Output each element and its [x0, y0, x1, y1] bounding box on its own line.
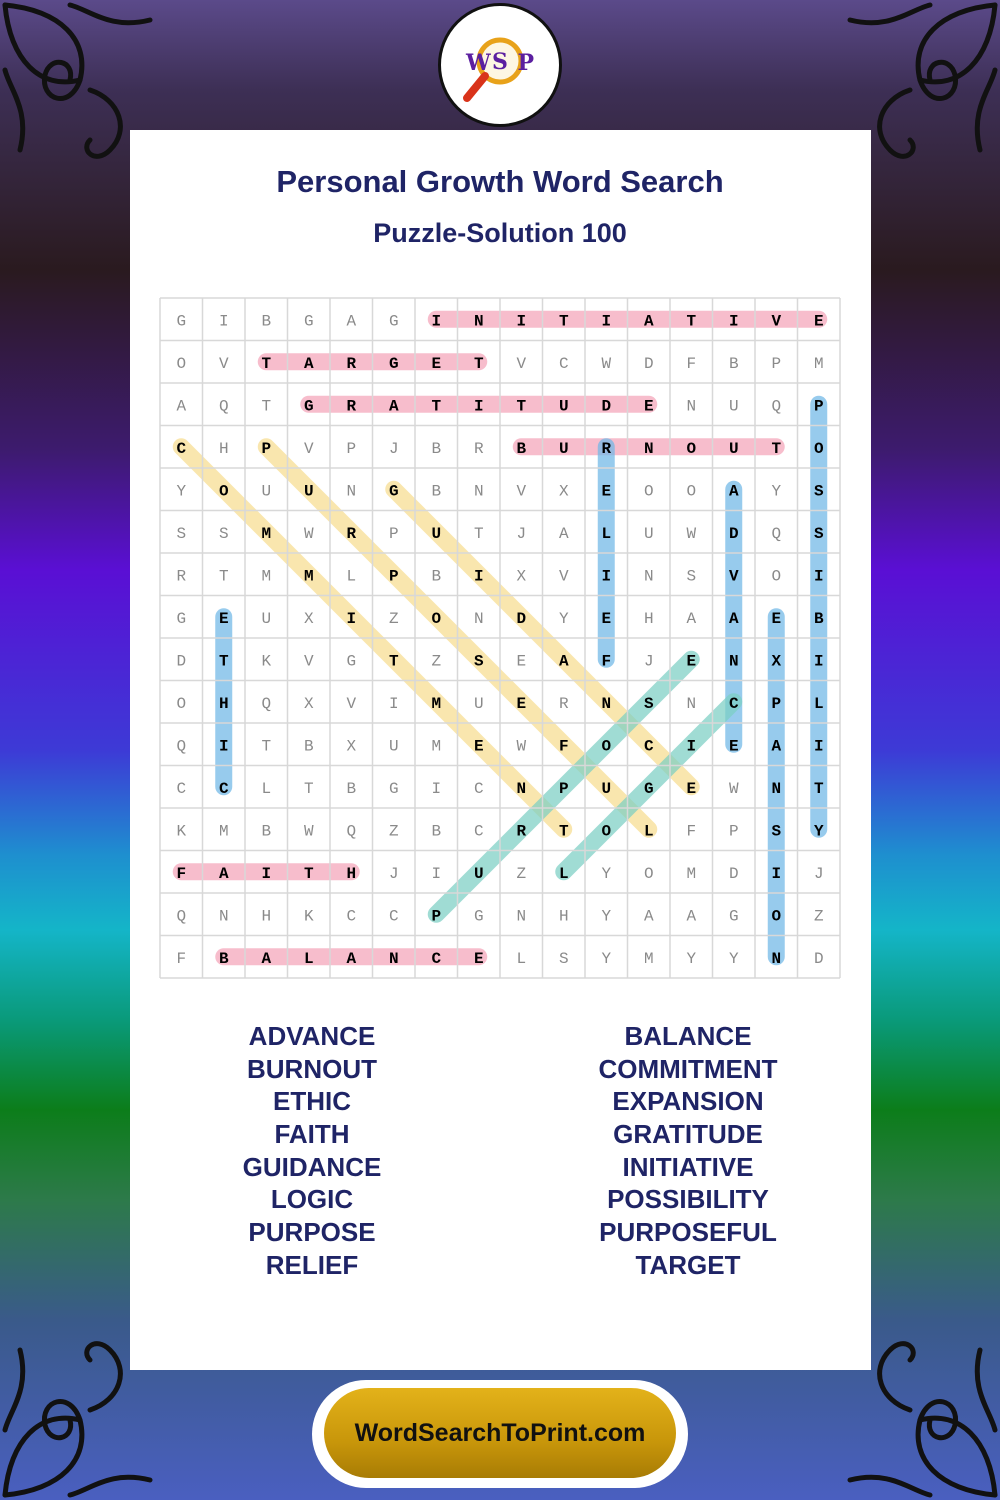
grid-cell-letter[interactable]: P: [388, 567, 399, 586]
grid-cell-letter[interactable]: O: [686, 482, 697, 501]
grid-cell-letter[interactable]: V: [218, 354, 229, 373]
grid-cell-letter[interactable]: A: [728, 609, 739, 628]
grid-cell-letter[interactable]: V: [558, 567, 569, 586]
grid-cell-letter[interactable]: Q: [218, 397, 229, 416]
grid-cell-letter[interactable]: E: [771, 609, 782, 628]
grid-cell-letter[interactable]: L: [516, 949, 527, 968]
grid-cell-letter[interactable]: V: [516, 354, 527, 373]
grid-cell-letter[interactable]: N: [643, 567, 654, 586]
grid-cell-letter[interactable]: U: [728, 397, 739, 416]
grid-cell-letter[interactable]: L: [261, 779, 272, 798]
grid-cell-letter[interactable]: C: [176, 439, 187, 458]
grid-cell-letter[interactable]: O: [771, 567, 782, 586]
grid-cell-letter[interactable]: F: [176, 949, 187, 968]
word-list-item: RELIEF: [265, 1249, 359, 1280]
grid-cell-letter[interactable]: G: [346, 652, 357, 671]
grid-cell-letter[interactable]: V: [303, 652, 314, 671]
grid-cell-letter[interactable]: T: [813, 779, 824, 798]
grid-cell-letter[interactable]: M: [303, 567, 314, 586]
grid-cell-letter[interactable]: E: [431, 354, 442, 373]
grid-cell-letter[interactable]: E: [728, 737, 739, 756]
grid-cell-letter[interactable]: I: [431, 864, 442, 883]
grid-cell-letter[interactable]: P: [261, 439, 272, 458]
grid-cell-letter[interactable]: I: [431, 779, 442, 798]
grid-cell-letter[interactable]: D: [728, 864, 739, 883]
grid-cell-letter[interactable]: B: [431, 482, 442, 501]
grid-cell-letter[interactable]: C: [176, 779, 187, 798]
grid-cell-letter[interactable]: N: [728, 652, 739, 671]
grid-cell-letter[interactable]: I: [218, 312, 229, 331]
grid-cell-letter[interactable]: P: [771, 354, 782, 373]
word-list-item: GRATITUDE: [613, 1119, 763, 1150]
grid-cell-letter[interactable]: T: [261, 354, 272, 373]
grid-cell-letter[interactable]: P: [388, 524, 399, 543]
grid-cell-letter[interactable]: Y: [176, 482, 187, 501]
grid-cell-letter[interactable]: S: [813, 524, 824, 543]
grid-cell-letter[interactable]: G: [388, 354, 399, 373]
grid-cell-letter[interactable]: I: [813, 652, 824, 671]
grid-cell-letter[interactable]: N: [346, 482, 357, 501]
grid-cell-letter[interactable]: I: [813, 567, 824, 586]
grid-cell-letter[interactable]: R: [558, 694, 569, 713]
grid-cell-letter[interactable]: O: [431, 609, 442, 628]
grid-cell-letter[interactable]: A: [303, 354, 314, 373]
word-list-item: INITIATIVE: [622, 1151, 754, 1182]
grid-cell-letter[interactable]: F: [686, 354, 697, 373]
grid-cell-letter[interactable]: E: [813, 312, 824, 331]
grid-cell-letter[interactable]: N: [643, 439, 654, 458]
grid-cell-letter[interactable]: C: [388, 907, 399, 926]
grid-cell-letter[interactable]: M: [813, 354, 824, 373]
grid-cell-letter[interactable]: C: [218, 779, 229, 798]
grid-cell-letter[interactable]: T: [218, 652, 229, 671]
grid-cell-letter[interactable]: U: [601, 779, 612, 798]
grid-cell-letter[interactable]: E: [686, 779, 697, 798]
grid-cell-letter[interactable]: M: [261, 524, 272, 543]
logo-letter-s: S: [492, 49, 508, 75]
grid-cell-letter[interactable]: N: [473, 482, 484, 501]
grid-cell-letter[interactable]: X: [771, 652, 782, 671]
grid-cell-letter[interactable]: Q: [176, 907, 187, 926]
word-list-left: [152, 1020, 472, 1282]
grid-cell-letter[interactable]: A: [388, 397, 399, 416]
grid-cell-letter[interactable]: C: [728, 694, 739, 713]
grid-cell-letter[interactable]: T: [558, 822, 569, 841]
grid-cell-letter[interactable]: F: [601, 652, 612, 671]
grid-cell-letter[interactable]: Z: [388, 609, 399, 628]
grid-cell-letter[interactable]: K: [261, 652, 272, 671]
word-list-item: COMMITMENT: [598, 1053, 778, 1084]
grid-cell-letter[interactable]: I: [516, 312, 527, 331]
grid-cell-letter[interactable]: Y: [728, 949, 739, 968]
grid-cell-letter[interactable]: B: [303, 737, 314, 756]
grid-cell-letter[interactable]: D: [728, 524, 739, 543]
grid-cell-letter[interactable]: O: [643, 482, 654, 501]
logo-letter-w: W: [466, 50, 491, 76]
grid-cell-letter[interactable]: G: [176, 312, 187, 331]
word-list-right: [528, 1020, 848, 1282]
grid-cell-letter[interactable]: P: [558, 779, 569, 798]
grid-cell-letter[interactable]: I: [771, 864, 782, 883]
grid-cell-letter[interactable]: P: [346, 439, 357, 458]
grid-cell-letter[interactable]: G: [473, 907, 484, 926]
page-title: Personal Growth Word Search: [276, 164, 724, 199]
grid-cell-letter[interactable]: Y: [771, 482, 782, 501]
grid-cell-letter[interactable]: H: [558, 907, 569, 926]
page-subtitle: Puzzle-Solution 100: [373, 218, 627, 248]
grid-cell-letter[interactable]: N: [388, 949, 399, 968]
grid-cell-letter[interactable]: U: [431, 524, 442, 543]
grid-cell-letter[interactable]: T: [261, 737, 272, 756]
grid-cell-letter[interactable]: M: [686, 864, 697, 883]
word-list-item: BURNOUT: [247, 1053, 377, 1084]
grid-cell-letter[interactable]: N: [473, 312, 484, 331]
grid-cell-letter[interactable]: F: [686, 822, 697, 841]
grid-cell-letter[interactable]: G: [303, 312, 314, 331]
grid-cell-letter[interactable]: Q: [771, 397, 782, 416]
grid-cell-letter[interactable]: V: [516, 482, 527, 501]
grid-cell-letter[interactable]: W: [686, 524, 697, 543]
grid-cell-letter[interactable]: U: [728, 439, 739, 458]
grid-cell-letter[interactable]: T: [516, 397, 527, 416]
grid-cell-letter[interactable]: O: [218, 482, 229, 501]
grid-cell-letter[interactable]: N: [218, 907, 229, 926]
grid-cell-letter[interactable]: I: [601, 312, 612, 331]
grid-cell-letter[interactable]: A: [643, 907, 654, 926]
grid-cell-letter[interactable]: G: [303, 397, 314, 416]
logo-letter-p: P: [517, 50, 534, 76]
grid-cell-letter[interactable]: J: [643, 652, 654, 671]
grid-cell-letter[interactable]: A: [686, 907, 697, 926]
grid-cell-letter[interactable]: H: [218, 694, 229, 713]
grid-cell-letter[interactable]: C: [431, 949, 442, 968]
grid-cell-letter[interactable]: A: [346, 949, 357, 968]
grid-cell-letter[interactable]: D: [643, 354, 654, 373]
grid-cell-letter[interactable]: S: [813, 482, 824, 501]
grid-cell-letter[interactable]: P: [728, 822, 739, 841]
grid-cell-letter[interactable]: B: [431, 567, 442, 586]
grid-cell-letter[interactable]: R: [346, 524, 357, 543]
grid-cell-letter[interactable]: Y: [686, 949, 697, 968]
word-list-item: ETHIC: [273, 1086, 351, 1117]
grid-cell-letter[interactable]: E: [686, 652, 697, 671]
grid-cell-letter[interactable]: U: [261, 482, 272, 501]
grid-cell-letter[interactable]: O: [771, 907, 782, 926]
grid-cell-letter[interactable]: I: [346, 609, 357, 628]
grid-cell-letter[interactable]: B: [813, 609, 824, 628]
grid-cell-letter[interactable]: N: [686, 397, 697, 416]
grid-cell-letter[interactable]: J: [388, 864, 399, 883]
grid-cell-letter[interactable]: A: [558, 524, 569, 543]
grid-cell-letter[interactable]: S: [643, 694, 654, 713]
grid-cell-letter[interactable]: M: [643, 949, 654, 968]
grid-cell-letter[interactable]: O: [643, 864, 654, 883]
word-list-item: PURPOSE: [248, 1217, 376, 1248]
grid-cell-letter[interactable]: X: [558, 482, 569, 501]
grid-cell-letter[interactable]: U: [261, 609, 272, 628]
grid-cell-letter[interactable]: X: [516, 567, 527, 586]
grid-cell-letter[interactable]: U: [473, 864, 484, 883]
grid-cell-letter[interactable]: T: [218, 567, 229, 586]
grid-cell-letter[interactable]: D: [601, 397, 612, 416]
grid-cell-letter[interactable]: T: [473, 354, 484, 373]
grid-cell-letter[interactable]: A: [558, 652, 569, 671]
grid-cell-letter[interactable]: T: [686, 312, 697, 331]
website-link[interactable]: WordSearchToPrint.com: [324, 1388, 676, 1478]
grid-cell-letter[interactable]: G: [388, 482, 399, 501]
grid-cell-letter[interactable]: T: [771, 439, 782, 458]
word-list-item: PURPOSEFUL: [599, 1217, 777, 1248]
grid-cell-letter[interactable]: M: [431, 737, 442, 756]
grid-cell-letter[interactable]: Q: [261, 694, 272, 713]
grid-cell-letter[interactable]: R: [346, 354, 357, 373]
grid-cell-letter[interactable]: F: [176, 864, 187, 883]
grid-cell-letter[interactable]: O: [601, 822, 612, 841]
grid-cell-letter[interactable]: E: [601, 482, 612, 501]
grid-cell-letter[interactable]: I: [473, 567, 484, 586]
grid-cell-letter[interactable]: O: [686, 439, 697, 458]
grid-cell-letter[interactable]: N: [686, 694, 697, 713]
grid-cell-letter[interactable]: U: [388, 737, 399, 756]
grid-cell-letter[interactable]: A: [176, 397, 187, 416]
word-list-item: BALANCE: [624, 1021, 752, 1051]
grid-cell-letter[interactable]: V: [303, 439, 314, 458]
grid-cell-letter[interactable]: V: [771, 312, 782, 331]
grid-cell-letter[interactable]: Z: [516, 864, 527, 883]
grid-cell-letter[interactable]: K: [303, 907, 314, 926]
grid-cell-letter[interactable]: T: [388, 652, 399, 671]
word-list-item: TARGET: [635, 1249, 741, 1280]
grid-cell-letter[interactable]: I: [388, 694, 399, 713]
grid-cell-letter[interactable]: E: [473, 949, 484, 968]
grid-cell-letter[interactable]: I: [813, 737, 824, 756]
grid-cell-letter[interactable]: A: [261, 949, 272, 968]
grid-cell-letter[interactable]: C: [346, 907, 357, 926]
word-list-item: FAITH: [274, 1119, 350, 1150]
grid-cell-letter[interactable]: T: [558, 312, 569, 331]
grid-cell-letter[interactable]: E: [516, 652, 527, 671]
grid-cell-letter[interactable]: N: [601, 694, 612, 713]
grid-cell-letter[interactable]: J: [388, 439, 399, 458]
grid-cell-letter[interactable]: R: [601, 439, 612, 458]
grid-cell-letter[interactable]: I: [601, 567, 612, 586]
website-button[interactable]: [312, 1380, 688, 1488]
word-list-item: POSSIBILITY: [607, 1184, 769, 1215]
grid-cell-letter[interactable]: W: [516, 737, 527, 756]
grid-cell-letter[interactable]: W: [303, 524, 314, 543]
grid-cell-letter[interactable]: Y: [601, 949, 612, 968]
grid-cell-letter[interactable]: X: [303, 694, 314, 713]
grid-cell-letter[interactable]: D: [813, 949, 824, 968]
grid-cell-letter[interactable]: G: [728, 907, 739, 926]
grid-cell-letter[interactable]: R: [516, 822, 527, 841]
grid-cell-letter[interactable]: C: [473, 779, 484, 798]
grid-cell-letter[interactable]: E: [218, 609, 229, 628]
grid-cell-letter[interactable]: G: [388, 312, 399, 331]
grid-cell-letter[interactable]: S: [218, 524, 229, 543]
grid-cell-letter[interactable]: J: [516, 524, 527, 543]
grid-cell-letter[interactable]: L: [558, 864, 569, 883]
grid-cell-letter[interactable]: N: [473, 609, 484, 628]
grid-cell-letter[interactable]: A: [686, 609, 697, 628]
grid-cell-letter[interactable]: G: [176, 609, 187, 628]
grid-cell-letter[interactable]: C: [643, 737, 654, 756]
grid-cell-letter[interactable]: L: [813, 694, 824, 713]
grid-cell-letter[interactable]: R: [176, 567, 187, 586]
word-list-item: LOGIC: [270, 1184, 354, 1215]
grid-cell-letter[interactable]: T: [261, 397, 272, 416]
grid-cell-letter[interactable]: L: [601, 524, 612, 543]
grid-cell-letter[interactable]: T: [473, 524, 484, 543]
grid-cell-letter[interactable]: B: [261, 822, 272, 841]
grid-cell-letter[interactable]: O: [601, 737, 612, 756]
grid-cell-letter[interactable]: R: [346, 397, 357, 416]
grid-cell-letter[interactable]: A: [346, 312, 357, 331]
grid-cell-letter[interactable]: G: [388, 779, 399, 798]
grid-cell-letter[interactable]: O: [813, 439, 824, 458]
grid-cell-letter[interactable]: U: [558, 397, 569, 416]
grid-cell-letter[interactable]: B: [431, 822, 442, 841]
grid-cell-letter[interactable]: A: [643, 312, 654, 331]
grid-cell-letter[interactable]: V: [728, 567, 739, 586]
grid-cell-letter[interactable]: U: [558, 439, 569, 458]
grid-cell-letter[interactable]: B: [218, 949, 229, 968]
grid-cell-letter[interactable]: U: [473, 694, 484, 713]
grid-cell-letter[interactable]: U: [303, 482, 314, 501]
grid-cell-letter[interactable]: M: [261, 567, 272, 586]
grid-cell-letter[interactable]: B: [516, 439, 527, 458]
word-list-item: GUIDANCE: [242, 1151, 382, 1182]
grid-cell-letter[interactable]: A: [728, 482, 739, 501]
grid-cell-letter[interactable]: M: [431, 694, 442, 713]
word-list-item: ADVANCE: [248, 1021, 376, 1051]
grid-cell-letter[interactable]: S: [473, 652, 484, 671]
grid-cell-letter[interactable]: I: [728, 312, 739, 331]
grid-cell-letter[interactable]: E: [473, 737, 484, 756]
grid-cell-letter[interactable]: U: [643, 524, 654, 543]
word-list-item: EXPANSION: [612, 1086, 764, 1117]
grid-cell-letter[interactable]: B: [728, 354, 739, 373]
grid-cell-letter[interactable]: S: [686, 567, 697, 586]
grid-cell-letter[interactable]: T: [303, 864, 314, 883]
grid-cell-letter[interactable]: Y: [813, 822, 824, 841]
grid-cell-letter[interactable]: I: [431, 312, 442, 331]
grid-cell-letter[interactable]: R: [473, 439, 484, 458]
grid-cell-letter[interactable]: V: [346, 694, 357, 713]
grid-cell-letter[interactable]: I: [473, 397, 484, 416]
grid-cell-letter[interactable]: S: [176, 524, 187, 543]
grid-cell-letter[interactable]: Z: [388, 822, 399, 841]
grid-cell-letter[interactable]: Q: [346, 822, 357, 841]
grid-cell-letter[interactable]: H: [346, 864, 357, 883]
grid-cell-letter[interactable]: N: [516, 779, 527, 798]
grid-cell-letter[interactable]: E: [643, 397, 654, 416]
grid-cell-letter[interactable]: C: [473, 822, 484, 841]
grid-cell-letter[interactable]: H: [218, 439, 229, 458]
grid-cell-letter[interactable]: G: [643, 779, 654, 798]
grid-cell-letter[interactable]: L: [303, 949, 314, 968]
grid-cell-letter[interactable]: S: [771, 822, 782, 841]
grid-cell-letter[interactable]: T: [303, 779, 314, 798]
grid-cell-letter[interactable]: N: [771, 779, 782, 798]
grid-cell-letter[interactable]: D: [516, 609, 527, 628]
grid-cell-letter[interactable]: L: [346, 567, 357, 586]
grid-cell-letter[interactable]: H: [261, 907, 272, 926]
grid-cell-letter[interactable]: W: [728, 779, 739, 798]
grid-cell-letter[interactable]: C: [558, 354, 569, 373]
grid-cell-letter[interactable]: M: [218, 822, 229, 841]
grid-cell-letter[interactable]: D: [176, 652, 187, 671]
grid-cell-letter[interactable]: N: [516, 907, 527, 926]
grid-cell-letter[interactable]: T: [431, 397, 442, 416]
grid-cell-letter[interactable]: E: [601, 609, 612, 628]
grid-cell-letter[interactable]: X: [346, 737, 357, 756]
grid-cell-letter[interactable]: Y: [601, 864, 612, 883]
grid-cell-letter[interactable]: J: [813, 864, 824, 883]
grid-cell-letter[interactable]: W: [601, 354, 612, 373]
grid-cell-letter[interactable]: K: [176, 822, 187, 841]
grid-cell-letter[interactable]: Y: [601, 907, 612, 926]
grid-cell-letter[interactable]: H: [643, 609, 654, 628]
grid-cell-letter[interactable]: B: [261, 312, 272, 331]
grid-cell-letter[interactable]: B: [346, 779, 357, 798]
grid-cell-letter[interactable]: Q: [771, 524, 782, 543]
grid-cell-letter[interactable]: I: [686, 737, 697, 756]
grid-cell-letter[interactable]: L: [643, 822, 654, 841]
grid-cell-letter[interactable]: I: [218, 737, 229, 756]
grid-cell-letter[interactable]: B: [431, 439, 442, 458]
grid-cell-letter[interactable]: Q: [176, 737, 187, 756]
grid-cell-letter[interactable]: N: [771, 949, 782, 968]
grid-cell-letter[interactable]: X: [303, 609, 314, 628]
grid-cell-letter[interactable]: A: [771, 737, 782, 756]
grid-cell-letter[interactable]: Z: [431, 652, 442, 671]
grid-cell-letter[interactable]: P: [813, 397, 824, 416]
grid-cell-letter[interactable]: P: [431, 907, 442, 926]
grid-cell-letter[interactable]: P: [771, 694, 782, 713]
grid-cell-letter[interactable]: E: [516, 694, 527, 713]
grid-cell-letter[interactable]: Y: [558, 609, 569, 628]
grid-cell-letter[interactable]: Z: [813, 907, 824, 926]
grid-cell-letter[interactable]: S: [558, 949, 569, 968]
grid-cell-letter[interactable]: O: [176, 694, 187, 713]
grid-cell-letter[interactable]: O: [176, 354, 187, 373]
grid-cell-letter[interactable]: A: [218, 864, 229, 883]
grid-cell-letter[interactable]: I: [261, 864, 272, 883]
grid-cell-letter[interactable]: W: [303, 822, 314, 841]
grid-cell-letter[interactable]: F: [558, 737, 569, 756]
